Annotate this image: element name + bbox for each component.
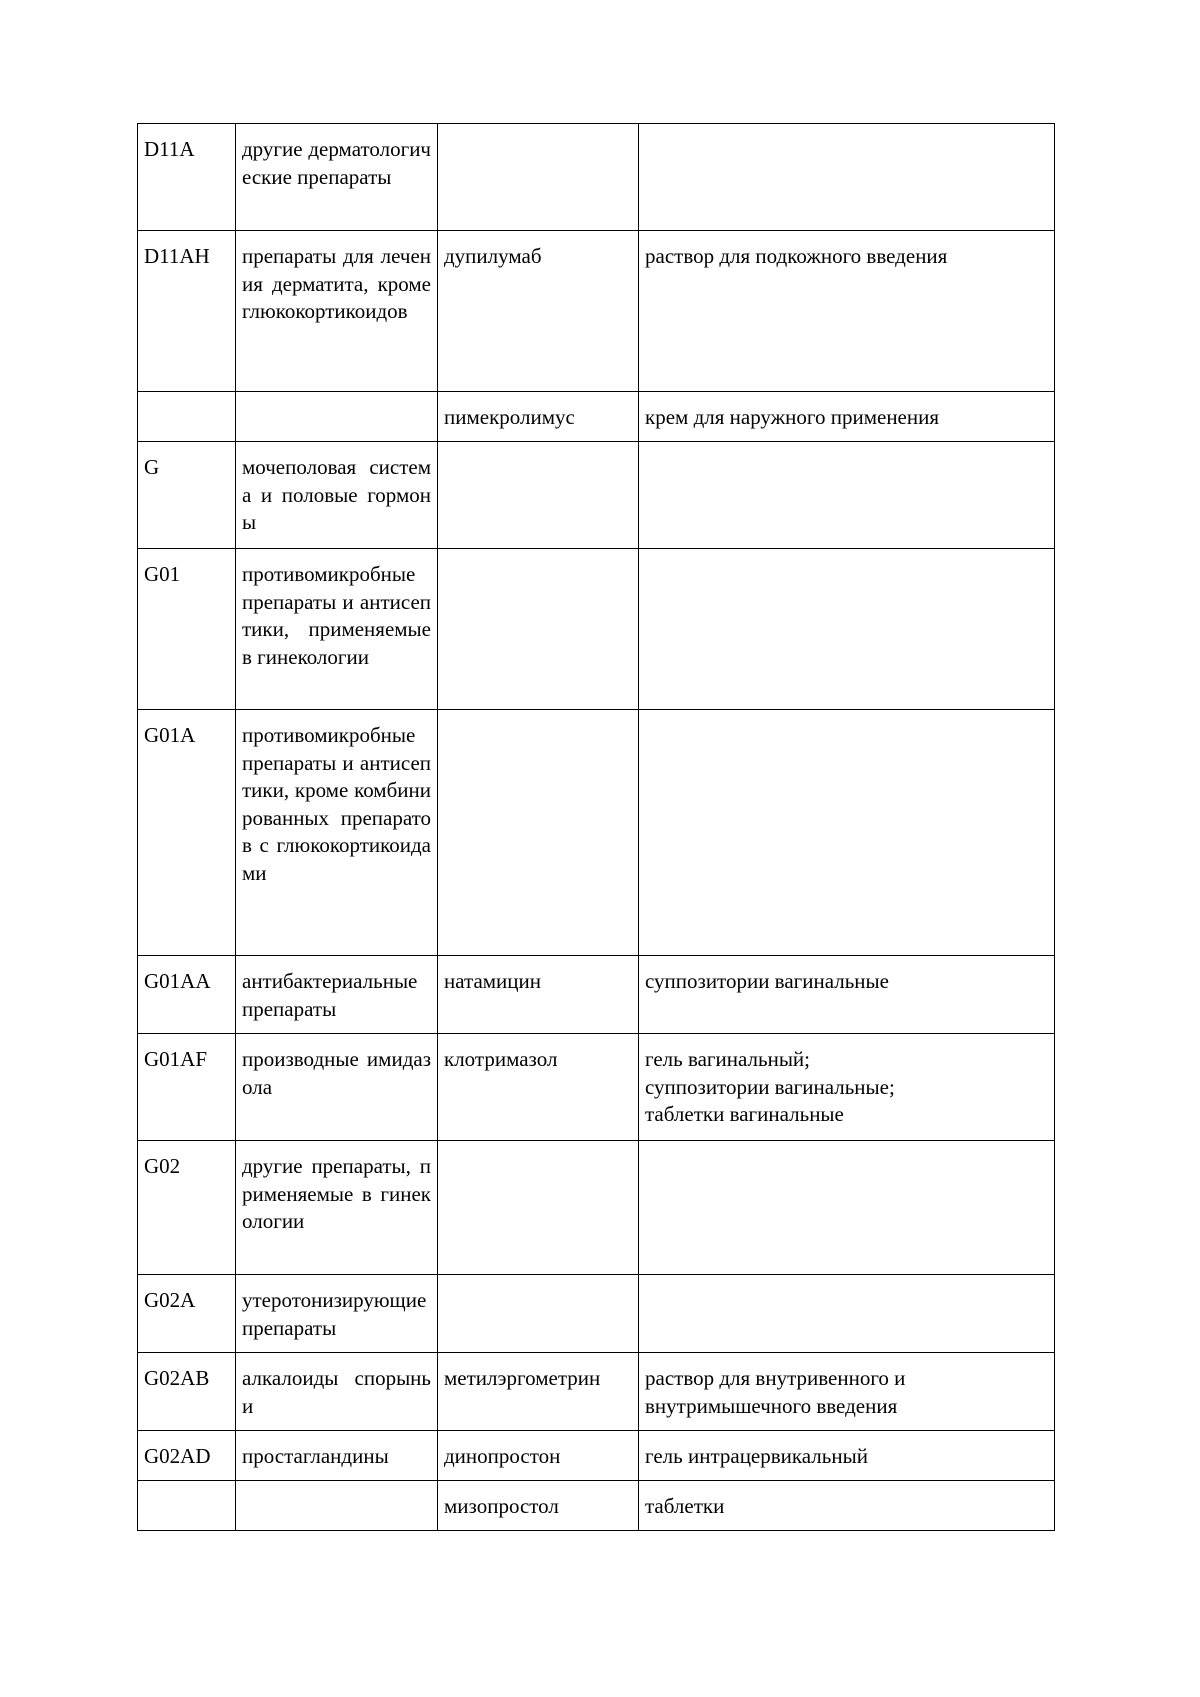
drug-name-cell: [438, 1141, 639, 1275]
drug-classification-table: [137, 123, 1055, 1531]
atc-code-cell: D11AH: [138, 231, 236, 392]
drug-name-cell: пимекролимус: [438, 392, 639, 442]
anatomical-group-cell: [236, 1481, 438, 1531]
table-row: [138, 956, 1055, 1034]
table-row: [138, 710, 1055, 956]
anatomical-group-cell: алкалоиды спорыньи: [236, 1353, 438, 1431]
anatomical-group-cell: [236, 392, 438, 442]
drug-name-cell: натамицин: [438, 956, 639, 1034]
table-row: [138, 442, 1055, 549]
dosage-form-line: раствор для внутривенного и внутримышечного введения: [645, 1366, 906, 1418]
dosage-form-line: суппозитории вагинальные;: [645, 1074, 895, 1099]
table-row: [138, 1141, 1055, 1275]
drug-name-cell: [438, 442, 639, 549]
anatomical-group-cell: другие препараты, применяемые в гинекологии: [236, 1141, 438, 1275]
dosage-form-line: крем для наружного применения: [645, 405, 940, 429]
atc-code-cell: G01AF: [138, 1034, 236, 1141]
atc-code-cell: G01A: [138, 710, 236, 956]
anatomical-group-cell: противомикробные препараты и антисептики, применяемые в гинекологии: [236, 549, 438, 710]
drug-name-cell: метилэргометрин: [438, 1353, 639, 1431]
anatomical-group-cell: препараты для лечения дерматита, кроме глюкокортикоидов: [236, 231, 438, 392]
drug-name-cell: мизопростол: [438, 1481, 639, 1531]
atc-code-cell: G: [138, 442, 236, 549]
table-row: [138, 549, 1055, 710]
atc-code-cell: G02: [138, 1141, 236, 1275]
dosage-form-line: гель вагинальный;: [645, 1047, 810, 1071]
dosage-form-cell: [639, 956, 1055, 1034]
table-row: [138, 1353, 1055, 1431]
table-row: [138, 1275, 1055, 1353]
atc-code-cell: G02AD: [138, 1431, 236, 1481]
atc-code-cell: [138, 392, 236, 442]
dosage-form-cell: [639, 1275, 1055, 1353]
dosage-form-line: суппозитории вагинальные: [645, 969, 889, 993]
atc-code-cell: G01AA: [138, 956, 236, 1034]
atc-code-cell: G01: [138, 549, 236, 710]
anatomical-group-cell: другие дерматологические препараты: [236, 124, 438, 231]
table-row: [138, 1431, 1055, 1481]
dosage-form-cell: [639, 442, 1055, 549]
dosage-form-cell: [639, 231, 1055, 392]
anatomical-group-cell: антибактериальные препараты: [236, 956, 438, 1034]
table-body: [138, 124, 1055, 1531]
drug-name-cell: дупилумаб: [438, 231, 639, 392]
table-row: [138, 392, 1055, 442]
dosage-form-cell: [639, 1431, 1055, 1481]
dosage-form-cell: [639, 392, 1055, 442]
anatomical-group-cell: простагландины: [236, 1431, 438, 1481]
dosage-form-line: таблетки: [645, 1494, 725, 1518]
table-row: [138, 1034, 1055, 1141]
drug-name-cell: [438, 124, 639, 231]
atc-code-cell: D11A: [138, 124, 236, 231]
drug-name-cell: динопростон: [438, 1431, 639, 1481]
dosage-form-cell: [639, 549, 1055, 710]
drug-name-cell: [438, 1275, 639, 1353]
atc-code-cell: G02A: [138, 1275, 236, 1353]
drug-name-cell: [438, 549, 639, 710]
table-row: [138, 231, 1055, 392]
dosage-form-line: раствор для подкожного введения: [645, 244, 948, 268]
dosage-form-cell: [639, 1353, 1055, 1431]
dosage-form-cell: [639, 1141, 1055, 1275]
dosage-form-line: гель интрацервикальный: [645, 1444, 868, 1468]
dosage-form-cell: [639, 124, 1055, 231]
atc-code-cell: [138, 1481, 236, 1531]
dosage-form-cell: [639, 710, 1055, 956]
anatomical-group-cell: утеротонизирующие препараты: [236, 1275, 438, 1353]
atc-code-cell: G02AB: [138, 1353, 236, 1431]
anatomical-group-cell: производные имидазола: [236, 1034, 438, 1141]
drug-name-cell: [438, 710, 639, 956]
dosage-form-line: таблетки вагинальные: [645, 1102, 844, 1126]
drug-name-cell: клотримазол: [438, 1034, 639, 1141]
dosage-form-cell: [639, 1034, 1055, 1141]
table-row: [138, 1481, 1055, 1531]
anatomical-group-cell: противомикробные препараты и антисептики, кроме комбинированных препаратов с глюкокортикоидами: [236, 710, 438, 956]
anatomical-group-cell: мочеполовая система и половые гормоны: [236, 442, 438, 549]
table-row: [138, 124, 1055, 231]
dosage-form-cell: [639, 1481, 1055, 1531]
